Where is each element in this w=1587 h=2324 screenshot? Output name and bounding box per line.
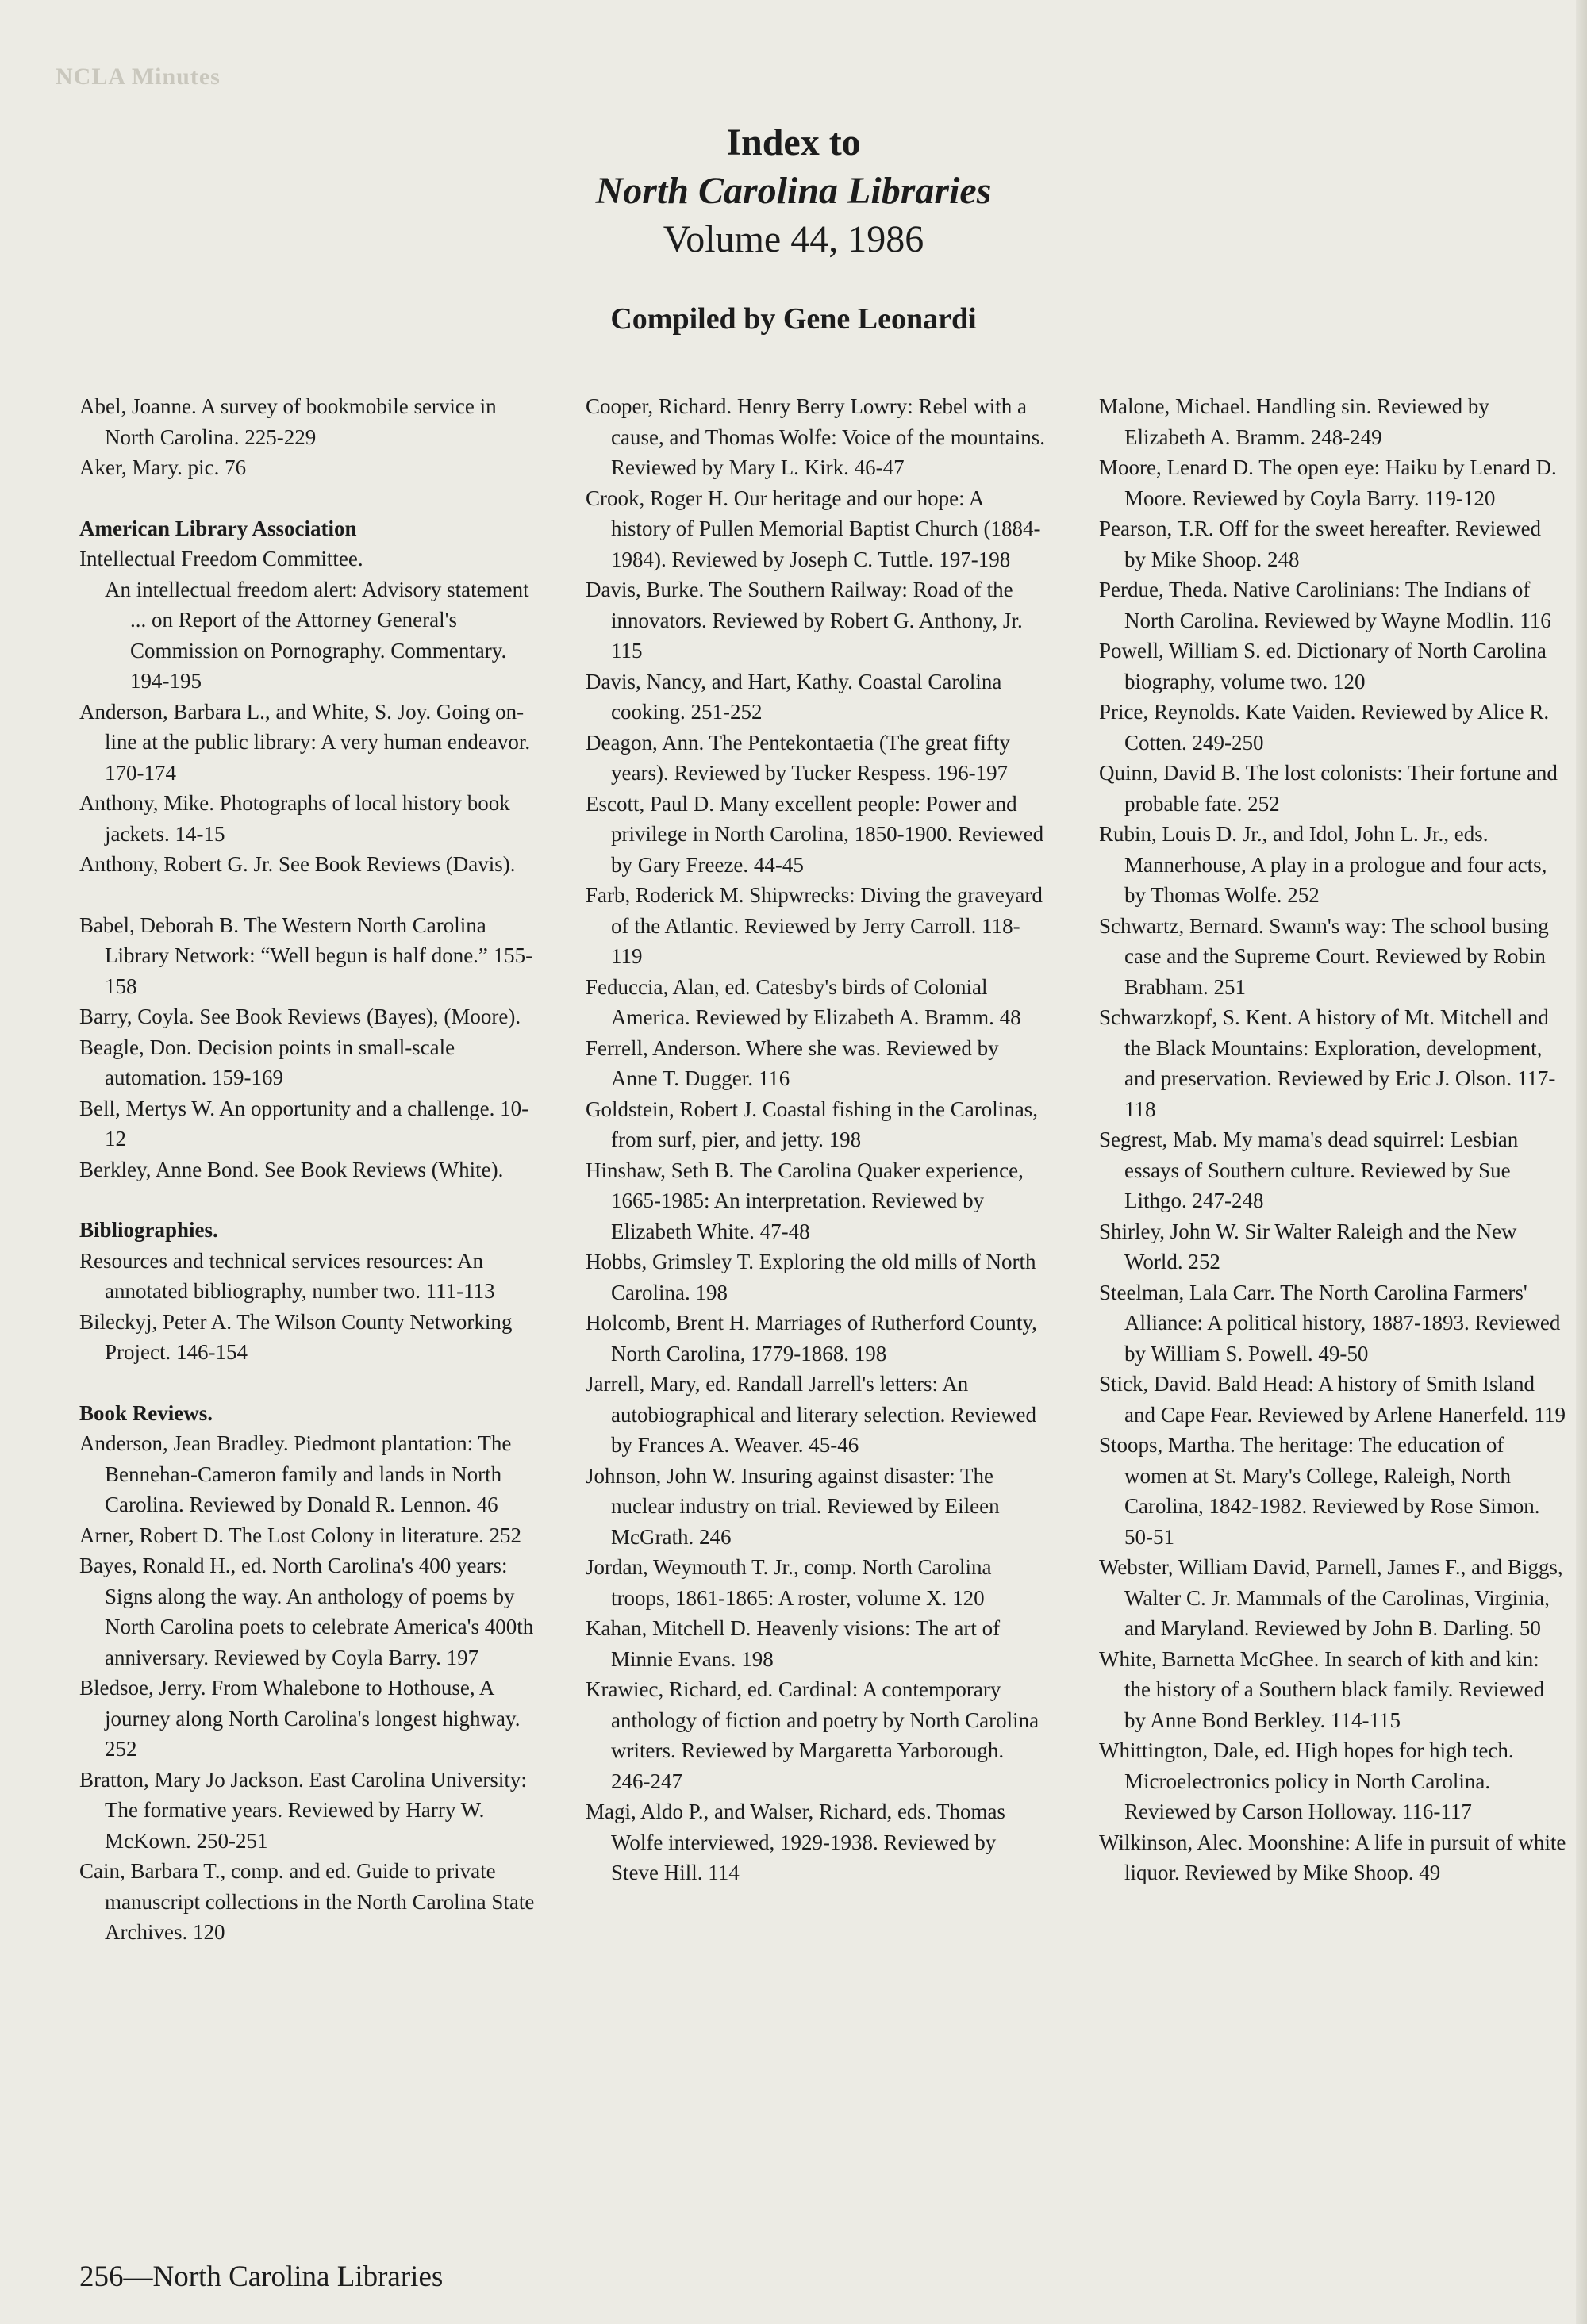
index-entry: Anthony, Mike. Photographs of local history book jackets. 14-15 <box>79 791 510 846</box>
index-entry: Aker, Mary. pic. 76 <box>79 455 247 479</box>
index-entry: Perdue, Theda. Native Carolinians: The Indians of North Carolina. Reviewed by Wayne Modlin. 116 <box>1099 578 1551 632</box>
index-column-3 <box>1099 391 1567 1888</box>
index-entry: Anderson, Jean Bradley. Piedmont plantation: The Bennehan-Cameron family and lands in North Carolina. Reviewed by Donald R. Lennon. 46 <box>79 1431 512 1516</box>
index-entry: Holcomb, Brent H. Marriages of Rutherford County, North Carolina, 1779-1868. 198 <box>586 1311 1037 1366</box>
index-entry: Schwarzkopf, S. Kent. A history of Mt. Mitchell and the Black Mountains: Exploration, development, and preservation. Reviewed by Eric J. Olson. 117-118 <box>1099 1005 1556 1121</box>
index-subheading: Intellectual Freedom Committee. <box>79 547 363 570</box>
index-entry: Ferrell, Anderson. Where she was. Reviewed by Anne T. Dugger. 116 <box>586 1035 999 1090</box>
index-entry: Hobbs, Grimsley T. Exploring the old mills of North Carolina. 198 <box>586 1250 1036 1304</box>
title-block <box>0 119 1587 338</box>
index-entry: Krawiec, Richard, ed. Cardinal: A contemporary anthology of fiction and poetry by North Carolina writers. Reviewed by Margaretta Yarborough. 246-247 <box>586 1677 1039 1793</box>
index-entry: Cooper, Richard. Henry Berry Lowry: Rebel with a cause, and Thomas Wolfe: Voice of the mountains. Reviewed by Mary L. Kirk. 46-47 <box>586 394 1045 479</box>
index-entry: Deagon, Ann. The Pentekontaetia (The great fifty years). Reviewed by Tucker Respess. 196-197 <box>586 730 1010 785</box>
index-entry: Stoops, Martha. The heritage: The education of women at St. Mary's College, Raleigh, North Carolina, 1842-1982. Reviewed by Rose Simon. 50-51 <box>1099 1433 1540 1549</box>
index-entry: An intellectual freedom alert: Advisory statement ... on Report of the Attorney General's Commission on Pornography. Commentary. 194-195 <box>105 577 529 693</box>
index-entry: Resources and technical services resources: An annotated bibliography, number two. 111-113 <box>79 1248 495 1303</box>
index-entry: Escott, Paul D. Many excellent people: Power and privilege in North Carolina, 1850-1900. Reviewed by Gary Freeze. 44-45 <box>586 791 1044 877</box>
index-entry: Arner, Robert D. The Lost Colony in literature. 252 <box>79 1523 522 1547</box>
index-entry: Rubin, Louis D. Jr., and Idol, John L. Jr., eds. Mannerhouse, A play in a prologue and four acts, by Thomas Wolfe. 252 <box>1099 822 1547 907</box>
index-entry: Bileckyj, Peter A. The Wilson County Networking Project. 146-154 <box>79 1309 513 1364</box>
title-publication: North Carolina Libraries <box>595 170 992 212</box>
index-entry: Johnson, John W. Insuring against disaster: The nuclear industry on trial. Reviewed by Eileen McGrath. 246 <box>586 1463 1000 1549</box>
index-entry: Steelman, Lala Carr. The North Carolina Farmers' Alliance: A political history, 1887-1893. Reviewed by William S. Powell. 49-50 <box>1099 1280 1561 1366</box>
entry-gap <box>79 880 540 910</box>
index-entry: Bratton, Mary Jo Jackson. East Carolina University: The formative years. Reviewed by Harry W. McKown. 250-251 <box>79 1767 527 1853</box>
index-entry: Whittington, Dale, ed. High hopes for high tech. Microelectronics policy in North Carolina. Reviewed by Carson Holloway. 116-117 <box>1099 1738 1514 1823</box>
index-entry: Stick, David. Bald Head: A history of Smith Island and Cape Fear. Reviewed by Arlene Hanerfeld. 119 <box>1099 1372 1566 1427</box>
title-index-to: Index to <box>726 121 861 163</box>
index-entry: Jarrell, Mary, ed. Randall Jarrell's letters: An autobiographical and literary selection. Reviewed by Frances A. Weaver. 45-46 <box>586 1372 1037 1457</box>
index-entry: Cain, Barbara T., comp. and ed. Guide to private manuscript collections in the North Carolina State Archives. 120 <box>79 1859 535 1944</box>
index-entry: Bledsoe, Jerry. From Whalebone to Hothouse, A journey along North Carolina's longest highway. 252 <box>79 1676 521 1761</box>
index-heading: Bibliographies. <box>79 1218 218 1242</box>
index-entry: Quinn, David B. The lost colonists: Their fortune and probable fate. 252 <box>1099 761 1558 816</box>
index-entry: Jordan, Weymouth T. Jr., comp. North Carolina troops, 1861-1865: A roster, volume X. 120 <box>586 1555 992 1610</box>
index-heading: American Library Association <box>79 516 357 540</box>
entry-gap <box>79 1368 540 1398</box>
index-entry: Crook, Roger H. Our heritage and our hope: A history of Pullen Memorial Baptist Church (1884-1984). Reviewed by Joseph C. Tuttle. 197-198 <box>586 486 1041 571</box>
index-entry: Bayes, Ronald H., ed. North Carolina's 400 years: Signs along the way. An anthology of poems by North Carolina poets to celebrate America's 400th anniversary. Reviewed by Coyla Barry. 197 <box>79 1554 534 1669</box>
show-through-header: NCLA Minutes <box>56 63 221 90</box>
index-entry: Anthony, Robert G. Jr. See Book Reviews (Davis). <box>79 852 516 876</box>
index-entry: Goldstein, Robert J. Coastal fishing in the Carolinas, from surf, pier, and jetty. 198 <box>586 1097 1038 1151</box>
index-entry: Powell, William S. ed. Dictionary of North Carolina biography, volume two. 120 <box>1099 639 1547 693</box>
compiler-credit: Compiled by Gene Leonardi <box>610 302 977 336</box>
index-entry: Moore, Lenard D. The open eye: Haiku by Lenard D. Moore. Reviewed by Coyla Barry. 119-120 <box>1099 455 1557 510</box>
index-entry: Davis, Nancy, and Hart, Kathy. Coastal Carolina cooking. 251-252 <box>586 669 1002 724</box>
index-entry: Farb, Roderick M. Shipwrecks: Diving the graveyard of the Atlantic. Reviewed by Jerry Carroll. 118-119 <box>586 883 1043 968</box>
index-entry: Barry, Coyla. See Book Reviews (Bayes), (Moore). <box>79 1005 521 1028</box>
index-entry: Berkley, Anne Bond. See Book Reviews (White). <box>79 1157 504 1181</box>
index-entry: Wilkinson, Alec. Moonshine: A life in pursuit of white liquor. Reviewed by Mike Shoop. 49 <box>1099 1830 1566 1884</box>
entry-gap <box>79 1185 540 1215</box>
index-entry: Anderson, Barbara L., and White, S. Joy. Going on-line at the public library: A very human endeavor. 170-174 <box>79 699 531 785</box>
index-entry: Segrest, Mab. My mama's dead squirrel: Lesbian essays of Southern culture. Reviewed by Sue Lithgo. 247-248 <box>1099 1127 1519 1212</box>
index-entry: Kahan, Mitchell D. Heavenly visions: The art of Minnie Evans. 198 <box>586 1616 1001 1671</box>
index-entry: Malone, Michael. Handling sin. Reviewed by Elizabeth A. Bramm. 248-249 <box>1099 394 1489 449</box>
index-column-2 <box>586 391 1046 1888</box>
page-footer: 256—North Carolina Libraries <box>79 2261 444 2293</box>
title-volume: Volume 44, 1986 <box>663 218 924 260</box>
index-entry: Webster, William David, Parnell, James F., and Biggs, Walter C. Jr. Mammals of the Carolinas, Virginia, and Maryland. Reviewed by John B. Darling. 50 <box>1099 1555 1563 1640</box>
index-entry: Hinshaw, Seth B. The Carolina Quaker experience, 1665-1985: An interpretation. Reviewed by Elizabeth White. 47-48 <box>586 1158 1024 1243</box>
index-entry: Magi, Aldo P., and Walser, Richard, eds. Thomas Wolfe interviewed, 1929-1938. Reviewed by Steve Hill. 114 <box>586 1800 1005 1884</box>
index-entry: Shirley, John W. Sir Walter Raleigh and the New World. 252 <box>1099 1219 1517 1273</box>
index-entry: White, Barnetta McGhee. In search of kith and kin: the history of a Southern black family. Reviewed by Anne Bond Berkley. 114-115 <box>1099 1646 1545 1732</box>
index-entry: Davis, Burke. The Southern Railway: Road of the innovators. Reviewed by Robert G. Anthony, Jr. 115 <box>586 578 1023 663</box>
index-entry: Price, Reynolds. Kate Vaiden. Reviewed by Alice R. Cotten. 249-250 <box>1099 700 1550 755</box>
index-column-1 <box>79 391 540 1948</box>
index-entry: Schwartz, Bernard. Swann's way: The school busing case and the Supreme Court. Reviewed by Robin Brabham. 251 <box>1099 913 1549 999</box>
index-entry: Babel, Deborah B. The Western North Carolina Library Network: “Well begun is half done.” 155-158 <box>79 912 533 998</box>
index-entry: Abel, Joanne. A survey of bookmobile service in North Carolina. 225-229 <box>79 394 497 449</box>
index-columns <box>0 391 1587 2240</box>
index-entry: Beagle, Don. Decision points in small-scale automation. 159-169 <box>79 1035 455 1089</box>
index-entry: Pearson, T.R. Off for the sweet hereafter. Reviewed by Mike Shoop. 248 <box>1099 517 1542 571</box>
index-entry: Feduccia, Alan, ed. Catesby's birds of Colonial America. Reviewed by Elizabeth A. Bramm. 48 <box>586 974 1021 1029</box>
index-heading: Book Reviews. <box>79 1400 213 1425</box>
index-entry: Bell, Mertys W. An opportunity and a challenge. 10-12 <box>79 1096 529 1150</box>
page-edge-shadow <box>1576 0 1587 2324</box>
entry-gap <box>79 483 540 513</box>
